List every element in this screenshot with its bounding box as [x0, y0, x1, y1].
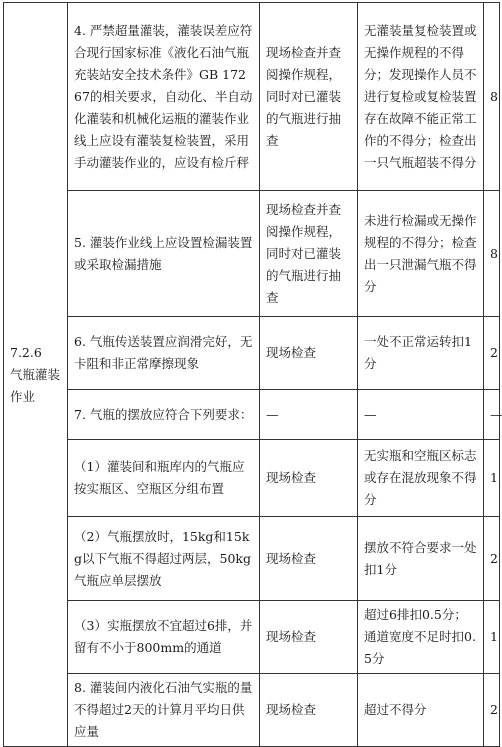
- inspection-method-cell: 现场检查: [260, 674, 358, 747]
- inspection-method-cell: —: [260, 390, 358, 440]
- scoring-criteria-cell: 超过不得分: [358, 674, 484, 747]
- scoring-criteria-cell: 未进行检漏或无操作规程的不得分；检查出一只泄漏气瓶不得分: [358, 191, 484, 317]
- inspection-method-cell: 现场检查: [260, 601, 358, 674]
- inspection-method-cell: 现场检查并查阅操作规程，同时对已灌装的气瓶进行抽查: [260, 3, 358, 191]
- score-cell: 8: [484, 3, 500, 191]
- inspection-method-cell: 现场检查并查阅操作规程，同时对已灌装的气瓶进行抽查: [260, 191, 358, 317]
- table-row: [4, 3, 500, 191]
- score-cell: 1: [484, 601, 500, 674]
- requirement-cell: 4. 严禁超量灌装，灌装误差应符合现行国家标准《液化石油气瓶充装站安全技术条件》GB 17267的相关要求，自动化、半自动化灌装和机械化运瓶的灌装作业线上应设有灌装复检装置，采用手动灌装作业的，应设有检斤秤: [68, 3, 260, 191]
- evaluation-table: [3, 2, 500, 747]
- scoring-criteria-cell: 摆放不符合要求一处扣1分: [358, 517, 484, 601]
- table-row: [4, 191, 500, 317]
- scoring-criteria-cell: 超过6排扣0.5分；通道宽度不足时扣0.5分: [358, 601, 484, 674]
- table-row: [4, 440, 500, 517]
- requirement-cell: 7. 气瓶的摆放应符合下列要求：: [68, 390, 260, 440]
- scoring-criteria-cell: —: [358, 390, 484, 440]
- requirement-cell: 8. 灌装间内液化石油气实瓶的量不得超过2天的计算月平均日供应量: [68, 674, 260, 747]
- table-row: [4, 674, 500, 747]
- scoring-criteria-cell: 无实瓶和空瓶区标志或存在混放现象不得分: [358, 440, 484, 517]
- inspection-method-cell: 现场检查: [260, 517, 358, 601]
- section-code: 7.2.6: [10, 344, 42, 360]
- table-row: [4, 601, 500, 674]
- scoring-criteria-cell: 无灌装量复检装置或无操作规程的不得分；发现操作人员不进行复检或复检装置存在故障不能正常工作的不得分；检查出一只气瓶超装不得分: [358, 3, 484, 191]
- table-row: [4, 390, 500, 440]
- inspection-method-cell: 现场检查: [260, 440, 358, 517]
- requirement-cell: 5. 灌装作业线上应设置检漏装置或采取检漏措施: [68, 191, 260, 317]
- score-cell: 1: [484, 440, 500, 517]
- requirement-cell: （1）灌装间和瓶库内的气瓶应按实瓶区、空瓶区分组布置: [68, 440, 260, 517]
- requirement-cell: （3）实瓶摆放不宜超过6排，并留有不小于800mm的通道: [68, 601, 260, 674]
- requirement-cell: （2）气瓶摆放时，15kg和15kg以下气瓶不得超过两层，50kg气瓶应单层摆放: [68, 517, 260, 601]
- score-cell: 8: [484, 191, 500, 317]
- score-cell: 2: [484, 674, 500, 747]
- score-cell: 2: [484, 517, 500, 601]
- section-name: 气瓶灌装作业: [10, 366, 61, 404]
- score-cell: —: [484, 390, 500, 440]
- requirement-cell: 6. 气瓶传送装置应润滑完好，无卡阻和非正常摩擦现象: [68, 317, 260, 390]
- scoring-criteria-cell: 一处不正常运转扣1分: [358, 317, 484, 390]
- section-cell: [4, 3, 68, 747]
- table-row: [4, 317, 500, 390]
- table-row: [4, 517, 500, 601]
- score-cell: 2: [484, 317, 500, 390]
- inspection-method-cell: 现场检查: [260, 317, 358, 390]
